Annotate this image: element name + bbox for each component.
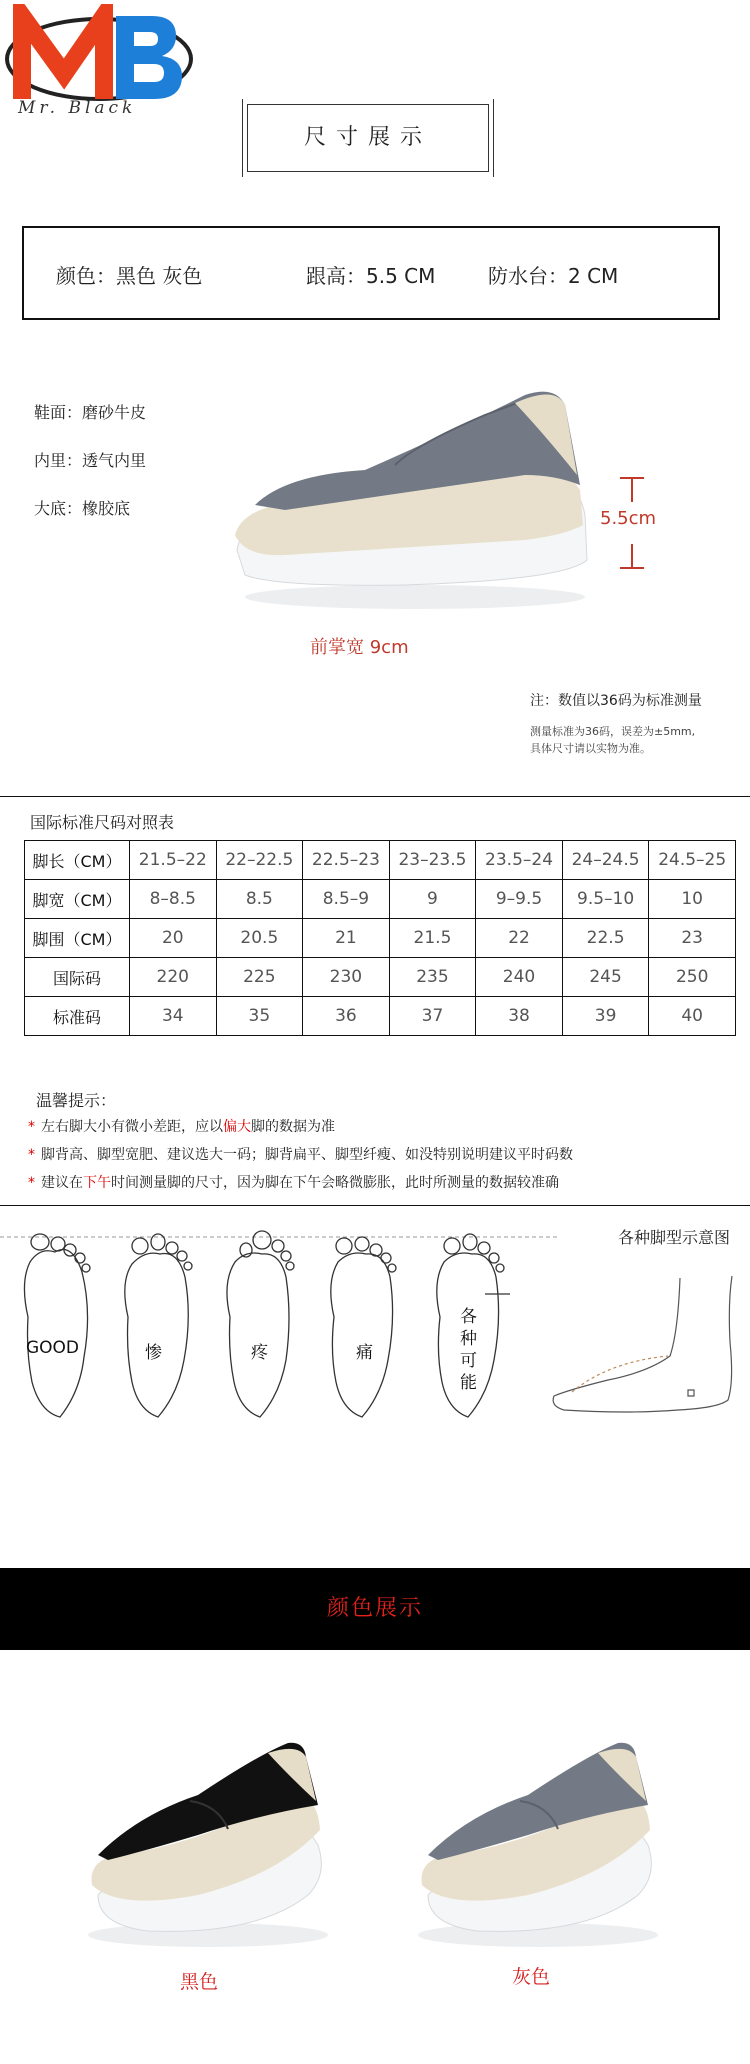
table-cell: 35 bbox=[216, 997, 303, 1036]
size-table-title: 国际标准尺码对照表 bbox=[30, 813, 175, 832]
table-cell: 36 bbox=[303, 997, 390, 1036]
table-cell: 9.5–10 bbox=[562, 880, 649, 919]
table-cell: 20 bbox=[130, 919, 217, 958]
row-header: 国际码 bbox=[25, 958, 130, 997]
tip-text: 时间测量脚的尺寸，因为脚在下午会略微膨胀，此时所测量的数据较准确 bbox=[111, 1175, 559, 1191]
measure-note: 注：数值以36码为标准测量 bbox=[530, 693, 702, 709]
size-title-frame bbox=[247, 104, 489, 172]
row-header: 脚长（CM） bbox=[25, 841, 130, 880]
tip-text: 脚背高、脚型宽肥、建议选大一码；脚背扁平、脚型纤瘦、如没特别说明建议平时码数 bbox=[41, 1147, 573, 1163]
divider bbox=[0, 1205, 750, 1206]
table-cell: 23.5–24 bbox=[476, 841, 563, 880]
table-row bbox=[25, 997, 736, 1036]
table-cell: 22.5–23 bbox=[303, 841, 390, 880]
table-cell: 22–22.5 bbox=[216, 841, 303, 880]
note-line-1: 测量标准为36码，误差为±5mm, bbox=[530, 725, 696, 738]
star-icon: * bbox=[28, 1119, 35, 1135]
tips-title: 温馨提示： bbox=[36, 1091, 117, 1110]
table-cell: 250 bbox=[649, 958, 736, 997]
tip-3 bbox=[28, 1172, 559, 1192]
color-section-band bbox=[0, 1568, 750, 1650]
tip-text: 脚的数据为准 bbox=[251, 1119, 335, 1135]
foot-label-5: 各种可能 bbox=[460, 1307, 477, 1393]
tip-highlight: 偏大 bbox=[223, 1119, 251, 1135]
row-header: 标准码 bbox=[25, 997, 130, 1036]
divider bbox=[0, 796, 750, 797]
shoe-black bbox=[78, 1735, 338, 1955]
color-label-black: 黑色 bbox=[180, 1971, 219, 1993]
table-cell: 9 bbox=[389, 880, 476, 919]
table-row bbox=[25, 880, 736, 919]
table-row bbox=[25, 841, 736, 880]
foot-type-illustrations bbox=[0, 1222, 600, 1422]
tip-1 bbox=[28, 1116, 335, 1136]
row-header: 脚宽（CM） bbox=[25, 880, 130, 919]
table-cell: 10 bbox=[649, 880, 736, 919]
tip-highlight: 下午 bbox=[83, 1175, 111, 1191]
table-row bbox=[25, 958, 736, 997]
table-cell: 37 bbox=[389, 997, 476, 1036]
table-cell: 34 bbox=[130, 997, 217, 1036]
table-cell: 8.5–9 bbox=[303, 880, 390, 919]
spec-heel: 跟高：5.5 CM bbox=[306, 264, 436, 288]
color-section-title: 颜色展示 bbox=[326, 1596, 423, 1621]
table-cell: 24–24.5 bbox=[562, 841, 649, 880]
tip-text: 建议在 bbox=[41, 1175, 83, 1191]
table-cell: 24.5–25 bbox=[649, 841, 736, 880]
tip-text: 左右脚大小有微小差距，应以 bbox=[41, 1119, 223, 1135]
tip-2 bbox=[28, 1144, 573, 1164]
foot-label-4: 痛 bbox=[356, 1343, 373, 1363]
table-cell: 245 bbox=[562, 958, 649, 997]
note-line-2: 具体尺寸请以实物为准。 bbox=[530, 742, 651, 755]
size-table bbox=[24, 840, 736, 1036]
table-cell: 23–23.5 bbox=[389, 841, 476, 880]
table-cell: 38 bbox=[476, 997, 563, 1036]
table-cell: 240 bbox=[476, 958, 563, 997]
table-cell: 230 bbox=[303, 958, 390, 997]
logo-b bbox=[116, 16, 182, 99]
size-title: 尺寸展示 bbox=[303, 125, 432, 150]
table-cell: 8.5 bbox=[216, 880, 303, 919]
foot-types-caption: 各种脚型示意图 bbox=[618, 1228, 731, 1247]
foot-label-good: GOOD bbox=[26, 1338, 80, 1358]
table-cell: 235 bbox=[389, 958, 476, 997]
measure-note-detail bbox=[530, 723, 695, 757]
foot-label-3: 疼 bbox=[251, 1343, 268, 1363]
spec-color: 颜色：黑色 灰色 bbox=[56, 264, 203, 288]
table-cell: 8–8.5 bbox=[130, 880, 217, 919]
table-cell: 40 bbox=[649, 997, 736, 1036]
shoe-gray bbox=[408, 1735, 668, 1955]
table-row bbox=[25, 919, 736, 958]
forefoot-width: 前掌宽 9cm bbox=[310, 637, 409, 658]
table-cell: 9–9.5 bbox=[476, 880, 563, 919]
table-cell: 21.5–22 bbox=[130, 841, 217, 880]
star-icon: * bbox=[28, 1147, 35, 1163]
shoe-side-view bbox=[225, 375, 605, 615]
table-cell: 21.5 bbox=[389, 919, 476, 958]
table-cell: 20.5 bbox=[216, 919, 303, 958]
spec-box bbox=[22, 226, 720, 320]
spec-platform: 防水台：2 CM bbox=[488, 264, 619, 288]
brand-subtitle: Mr. Black bbox=[18, 98, 137, 118]
foot-label-2: 惨 bbox=[145, 1343, 162, 1363]
row-header: 脚围（CM） bbox=[25, 919, 130, 958]
table-cell: 39 bbox=[562, 997, 649, 1036]
material-upper: 鞋面：磨砂牛皮 bbox=[34, 403, 147, 422]
star-icon: * bbox=[28, 1175, 35, 1191]
foot-side-sketch bbox=[548, 1272, 748, 1422]
color-label-gray: 灰色 bbox=[512, 1966, 551, 1988]
heel-height-label: 5.5cm bbox=[600, 508, 657, 529]
material-lining: 内里：透气内里 bbox=[34, 451, 147, 470]
table-cell: 23 bbox=[649, 919, 736, 958]
table-cell: 21 bbox=[303, 919, 390, 958]
table-cell: 22.5 bbox=[562, 919, 649, 958]
material-sole: 大底：橡胶底 bbox=[34, 499, 131, 518]
table-cell: 225 bbox=[216, 958, 303, 997]
table-cell: 220 bbox=[130, 958, 217, 997]
table-cell: 22 bbox=[476, 919, 563, 958]
